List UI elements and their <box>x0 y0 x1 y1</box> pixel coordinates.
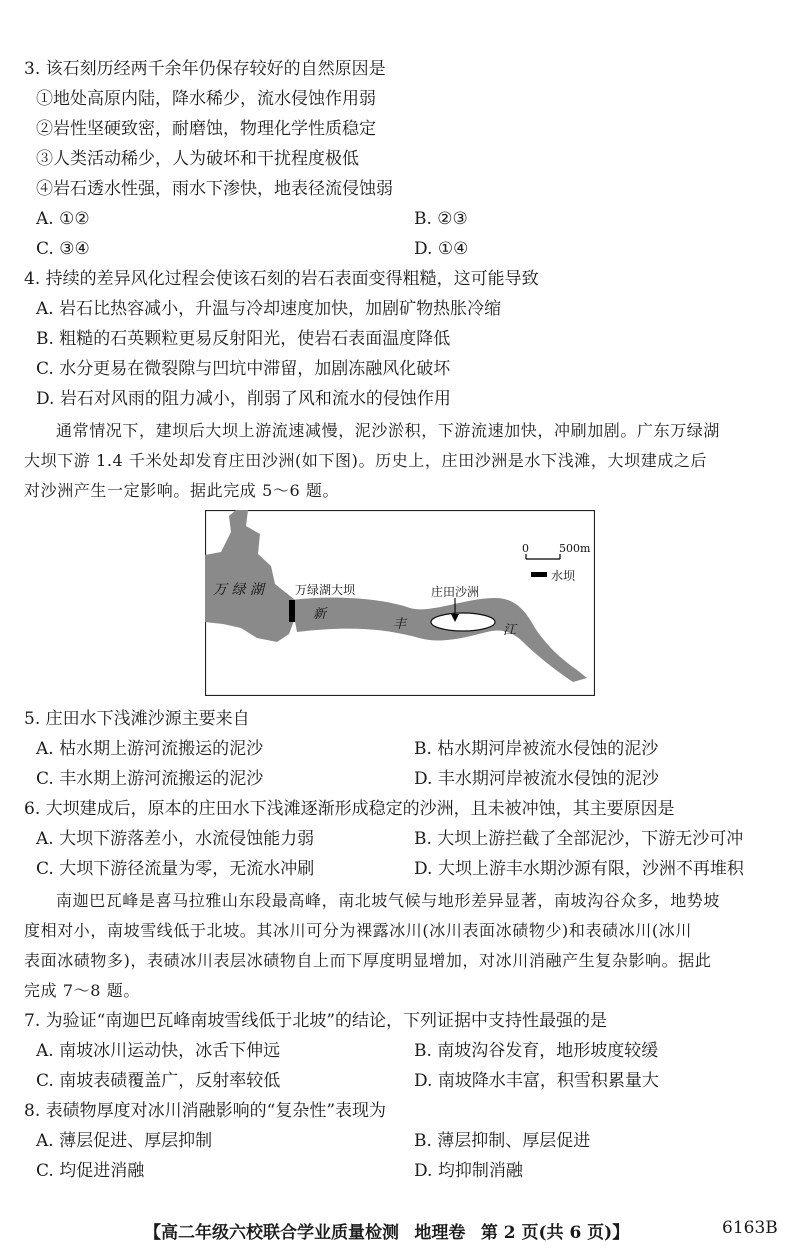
dam-label: 万绿湖大坝 <box>295 583 356 597</box>
footer-code: 6163B <box>722 1218 778 1238</box>
q4-option-c: C. 水分更易在微裂隙与凹坑中滞留，加剧冻融风化破坏 <box>36 359 451 379</box>
sandbar-label: 庄田沙洲 <box>431 585 480 599</box>
q6-stem: 6. 大坝建成后，原本的庄田水下浅滩逐渐形成稳定的沙洲，且未被冲蚀，其主要原因是 <box>24 799 675 819</box>
legend-dam-label: 水坝 <box>551 569 576 583</box>
passage2-line-4: 完成 7～8 题。 <box>24 981 140 1000</box>
q3-stem: 3. 该石刻历经两千余年仍保存较好的自然原因是 <box>24 59 386 79</box>
q5-option-b: B. 枯水期河岸被流水侵蚀的泥沙 <box>414 739 659 759</box>
q5-option-d: D. 丰水期河岸被流水侵蚀的泥沙 <box>414 769 659 789</box>
q6-option-b: B. 大坝上游拦截了全部泥沙，下游无沙可冲 <box>414 829 744 849</box>
q8-stem: 8. 表碛物厚度对冰川消融影响的“复杂性”表现为 <box>24 1101 387 1121</box>
passage1-line-2: 大坝下游 1.4 千米处却发育庄田沙洲(如下图)。历史上，庄田沙洲是水下浅滩，大坝建成之后 <box>24 451 708 470</box>
q4-option-b: B. 粗糙的石英颗粒更易反射阳光，使岩石表面温度降低 <box>36 329 451 349</box>
q6-option-a: A. 大坝下游落差小，水流侵蚀能力弱 <box>36 829 315 849</box>
sandbar-island <box>431 613 495 631</box>
q8-option-b: B. 薄层抑制、厚层促进 <box>414 1131 591 1151</box>
passage1-line-3: 对沙洲产生一定影响。据此完成 5～6 题。 <box>24 481 340 500</box>
river-map-figure <box>205 510 595 696</box>
q4-option-d: D. 岩石对风雨的阻力减小，削弱了风和流水的侵蚀作用 <box>36 389 451 409</box>
q3-option-c: C. ③④ <box>36 239 90 259</box>
q3-option-b: B. ②③ <box>414 209 468 229</box>
q4-option-a: A. 岩石比热容减小，升温与冷却速度加快，加剧矿物热胀冷缩 <box>36 299 502 319</box>
q8-option-d: D. 均抑制消融 <box>414 1161 523 1181</box>
legend-dam-swatch <box>531 572 547 577</box>
river-char-xin: 新 <box>313 607 327 622</box>
q3-item-3: ③人类活动稀少，人为破坏和干扰程度极低 <box>36 149 359 169</box>
q4-stem: 4. 持续的差异风化过程会使该石刻的岩石表面变得粗糙，这可能导致 <box>24 269 539 289</box>
q6-option-c: C. 大坝下游径流量为零，无流水冲刷 <box>36 859 315 879</box>
q3-item-2: ②岩性坚硬致密，耐磨蚀，物理化学性质稳定 <box>36 119 376 139</box>
q7-option-d: D. 南坡降水丰富，积雪积累量大 <box>414 1071 659 1091</box>
q3-option-a: A. ①② <box>36 209 90 229</box>
scale-value-label: 500m <box>559 542 591 555</box>
footer-page: 第 2 页(共 6 页)】 <box>480 1223 630 1243</box>
scale-zero-label: 0 <box>522 542 529 555</box>
q3-item-1: ①地处高原内陆，降水稀少，流水侵蚀作用弱 <box>36 89 376 109</box>
footer-open: 【高二年级六校联合学业质量检测 <box>144 1223 399 1243</box>
dam-marker <box>289 600 295 622</box>
q5-option-a: A. 枯水期上游河流搬运的泥沙 <box>36 739 264 759</box>
q7-option-b: B. 南坡沟谷发育，地形坡度较缓 <box>414 1041 659 1061</box>
q3-option-d: D. ①④ <box>414 239 469 259</box>
river-char-jiang: 江 <box>503 623 517 638</box>
lake-label: 万 绿 湖 <box>213 582 264 598</box>
passage2-line-2: 度相对小，南坡雪线低于北坡。其冰川可分为裸露冰川(冰川表面冰碛物少)和表碛冰川(冰川 <box>24 921 692 940</box>
passage2-line-3: 表面冰碛物多)，表碛冰川表层冰碛物自上而下厚度明显增加，对冰川消融产生复杂影响。据此 <box>24 951 712 970</box>
footer-exam-title <box>144 1218 629 1243</box>
q3-item-4: ④岩石透水性强，雨水下渗快，地表径流侵蚀弱 <box>36 179 393 199</box>
passage2-line-1: 南迦巴瓦峰是喜马拉雅山东段最高峰，南北坡气候与地形差异显著，南坡沟谷众多，地势坡 <box>56 891 721 910</box>
footer-subject: 地理卷 <box>414 1223 466 1243</box>
q7-option-a: A. 南坡冰川运动快，冰舌下伸远 <box>36 1041 281 1061</box>
passage1-line-1: 通常情况下，建坝后大坝上游流速减慢，泥沙淤积，下游流速加快，冲刷加剧。广东万绿湖 <box>56 421 721 440</box>
q8-option-c: C. 均促进消融 <box>36 1161 145 1181</box>
river-char-feng: 丰 <box>393 617 407 632</box>
q6-option-d: D. 大坝上游丰水期沙源有限，沙洲不再堆积 <box>414 859 744 879</box>
q7-option-c: C. 南坡表碛覆盖广，反射率较低 <box>36 1071 281 1091</box>
q5-option-c: C. 丰水期上游河流搬运的泥沙 <box>36 769 264 789</box>
q5-stem: 5. 庄田水下浅滩沙源主要来自 <box>24 709 250 729</box>
q8-option-a: A. 薄层促进、厚层抑制 <box>36 1131 213 1151</box>
q7-stem: 7. 为验证“南迦巴瓦峰南坡雪线低于北坡”的结论，下列证据中支持性最强的是 <box>24 1011 608 1031</box>
